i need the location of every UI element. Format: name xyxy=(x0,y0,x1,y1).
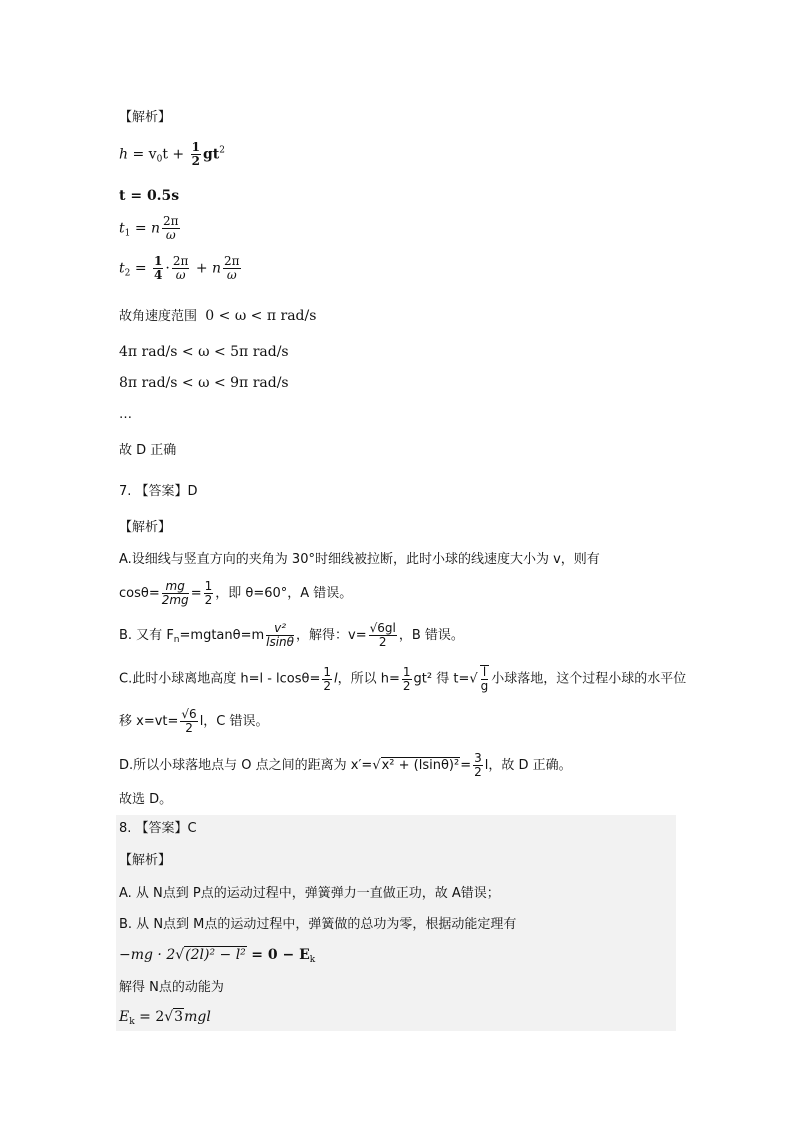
q7-jiexi: 【解析】 xyxy=(119,520,172,535)
equation-t1: $t_1 = n$ $\frac{2\pi}{\omega}$ xyxy=(119,214,179,242)
q7-option-a: A.设细线与竖直方向的夹角为 30°时细线被拉断，此时小球的线速度大小为 v，则有 xyxy=(119,552,600,567)
conclusion-d: 故 D 正确 xyxy=(119,443,177,458)
q8-equation-ek: $E_k = 2√3mgl$ xyxy=(119,1009,211,1027)
range-line-1: 故角速度范围 0 < ω < π rad/s xyxy=(119,308,317,324)
q8-option-a: A. 从 N点到 P点的运动过程中，弹簧弹力一直做正功，故 A错误； xyxy=(119,886,500,901)
range-line-3: 8π rad/s < ω < 9π rad/s xyxy=(119,375,289,391)
q7-option-a-eq: cosθ= $\frac{mg}{2mg}$ = $\frac{1}{2}$ ，即 θ=60°，A 错误。 xyxy=(119,579,353,607)
q8-equation-energy: $-mg \cdot 2√(2l)^2 - l^2 = 0 - E_k$ xyxy=(119,947,316,965)
q8-answer: 8. 【答案】C xyxy=(119,821,197,836)
equation-t: t = 0.5s xyxy=(119,188,180,204)
jiexi-heading: 【解析】 xyxy=(119,110,172,125)
q7-option-c: C.此时小球离地高度 h=l - lcosθ= $\frac{1}{2}$ l，所以 h= $\frac{1}{2}$ gt² 得 t=√ $\frac{l}{g}$ 小球落地，这个过程小球的水平位 xyxy=(119,664,687,693)
q8-jiexi: 【解析】 xyxy=(119,853,172,868)
q7-choose: 故选 D。 xyxy=(119,792,173,807)
q7-option-d: D.所以小球落地点与 O 点之间的距离为 x′=√x² + (lsinθ)²= $\frac{3}{2}$ l，故 D 正确。 xyxy=(119,751,572,779)
equation-t2: $t_2$ = $\frac{1}{4}$ · $\frac{2\pi}{\omega}$ + n $\frac{2\pi}{\omega}$ xyxy=(119,254,240,282)
q7-option-b: B. 又有 $F_n=mgtan\theta=m$ $\frac{\text{v²}}{lsin\theta}$ ，解得：v= $\frac{√6gl}{2}$ ，B 错误。 xyxy=(119,621,464,649)
q8-option-b: B. 从 N点到 M点的运动过程中，弹簧做的总功为零，根据动能定理有 xyxy=(119,917,517,932)
ellipsis: … xyxy=(119,407,132,422)
q7-answer: 7. 【答案】D xyxy=(119,484,198,499)
q7-option-c-cont: 移 x=vt= $\frac{√6}{2}$ l，C 错误。 xyxy=(119,707,269,735)
equation-h: $h = v_0t$ + $\frac{1}{2}$ $gt^2$ xyxy=(119,140,225,168)
range-line-2: 4π rad/s < ω < 5π rad/s xyxy=(119,344,289,360)
q8-solve: 解得 N点的动能为 xyxy=(119,980,224,995)
